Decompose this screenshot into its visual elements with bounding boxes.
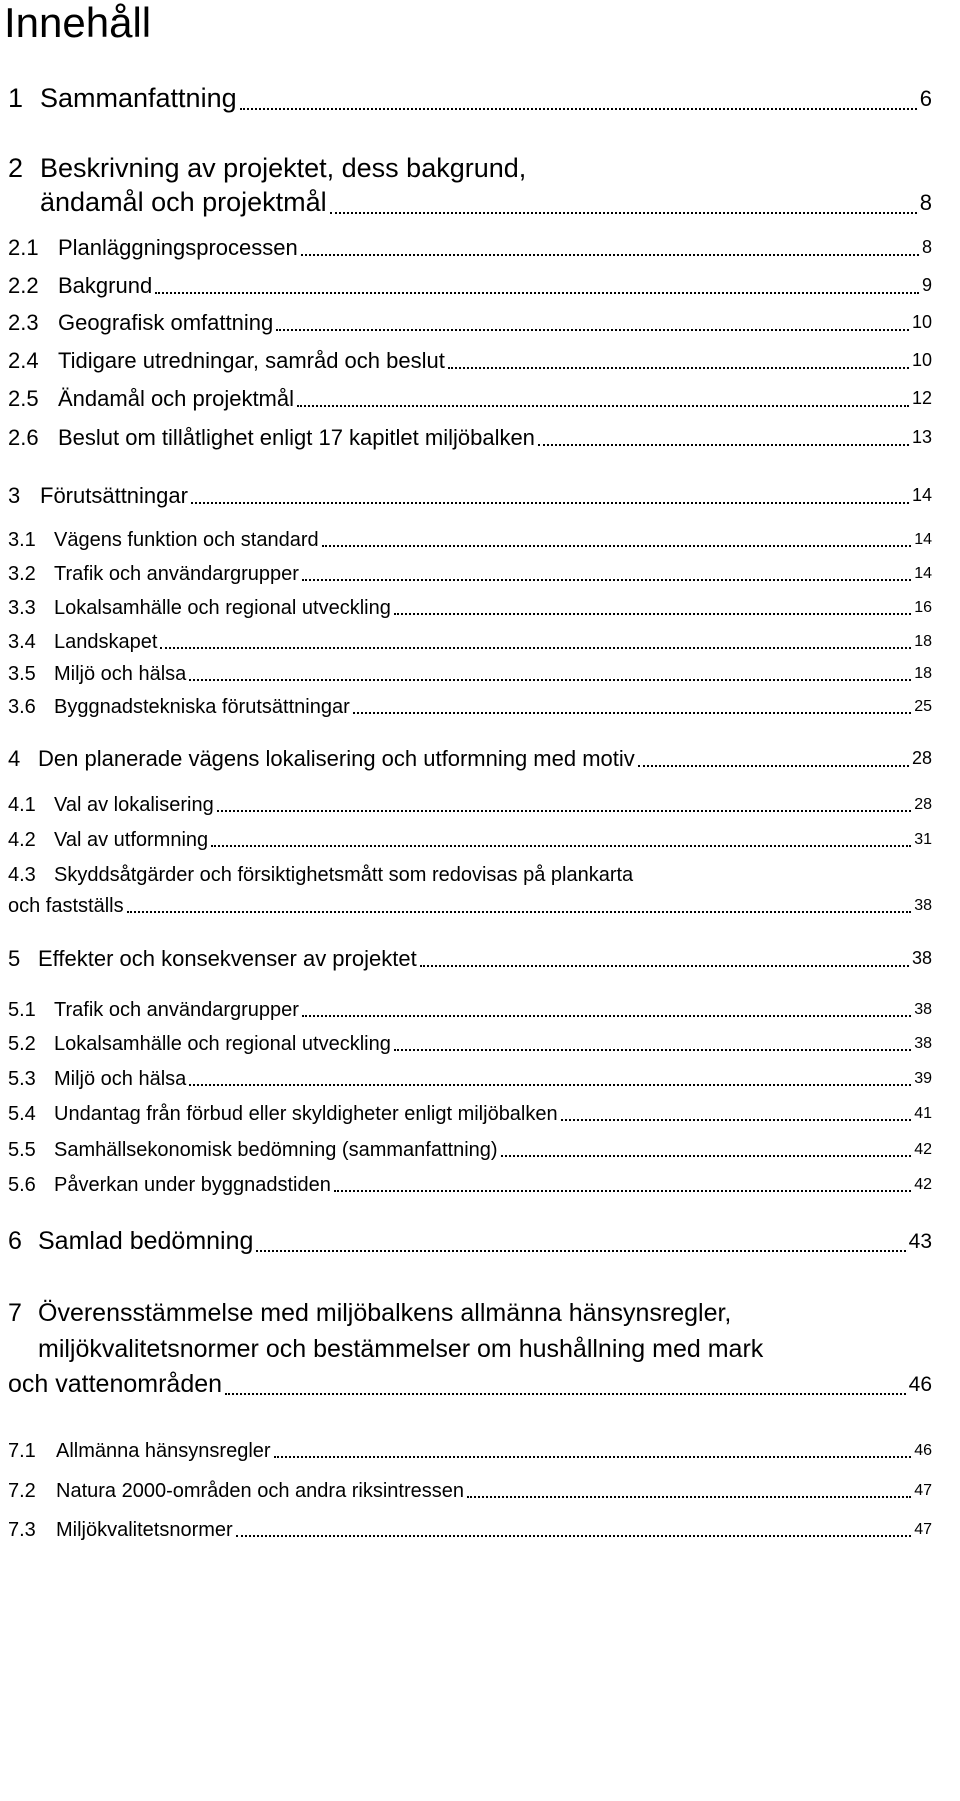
toc-entry-number: 7.3 bbox=[8, 1519, 36, 1541]
dot-leader bbox=[302, 579, 911, 581]
toc-entry-title: Lokalsamhälle och regional utveckling bbox=[54, 1033, 391, 1055]
toc-entry-page: 31 bbox=[914, 831, 932, 848]
toc-entry-title: Ändamål och projektmål bbox=[58, 386, 295, 411]
dot-leader bbox=[394, 613, 911, 615]
toc-entry-page: 46 bbox=[914, 1442, 932, 1459]
dot-leader bbox=[322, 545, 912, 547]
toc-entry-number: 1 bbox=[8, 83, 24, 113]
dot-leader bbox=[638, 765, 909, 767]
toc-entry-title: Beslut om tillåtlighet enligt 17 kapitlet miljöbalken bbox=[58, 425, 535, 450]
dot-leader bbox=[274, 1456, 912, 1458]
toc-entry-page: 46 bbox=[908, 1373, 932, 1396]
toc-entry-number: 4.3 bbox=[8, 864, 36, 886]
toc-entry-title: Geografisk omfattning bbox=[58, 310, 274, 335]
toc-entry-number: 4 bbox=[8, 746, 21, 771]
toc-entry-number: 7.1 bbox=[8, 1440, 36, 1462]
toc-entry-title: Undantag från förbud eller skyldigheter enligt miljöbalken bbox=[54, 1103, 558, 1125]
toc-entry-title: Effekter och konsekvenser av projektet bbox=[38, 946, 417, 971]
toc-entry-number: 7 bbox=[8, 1299, 22, 1327]
toc-entry-number: 3 bbox=[8, 483, 21, 508]
dot-leader bbox=[561, 1119, 912, 1121]
dot-leader bbox=[297, 405, 909, 407]
toc-entry-page: 39 bbox=[914, 1070, 932, 1087]
toc-entry-number: 5 bbox=[8, 946, 21, 971]
dot-leader bbox=[301, 254, 919, 256]
toc-entry-title: Påverkan under byggnadstiden bbox=[54, 1174, 331, 1196]
dot-leader bbox=[155, 292, 919, 294]
toc-entry-title: Landskapet bbox=[54, 631, 158, 653]
toc-entry-number: 2 bbox=[8, 153, 24, 183]
toc-entry-title: Trafik och användargrupper bbox=[54, 563, 299, 585]
toc-entry-page: 47 bbox=[914, 1482, 932, 1499]
toc-entry-title: Val av lokalisering bbox=[54, 794, 214, 816]
toc-entry-page: 12 bbox=[911, 388, 932, 408]
toc-entry-title: Överensstämmelse med miljöbalkens allmänna hänsynsregler, bbox=[38, 1299, 732, 1327]
dot-leader bbox=[330, 212, 917, 214]
toc-entry-page: 25 bbox=[914, 698, 932, 715]
toc-entry-page: 41 bbox=[914, 1105, 932, 1122]
toc-entry-number: 5.5 bbox=[8, 1139, 36, 1161]
dot-leader bbox=[302, 1015, 911, 1017]
toc-entry-page: 8 bbox=[919, 190, 932, 215]
toc-entry-page: 38 bbox=[911, 948, 932, 968]
toc-entry-title: Sammanfattning bbox=[40, 83, 237, 113]
toc-entry-title: Skyddsåtgärder och försiktighetsmått som redovisas på plankarta bbox=[54, 864, 634, 886]
toc-entry-number: 5.4 bbox=[8, 1103, 36, 1125]
toc-entry-title: ändamål och projektmål bbox=[40, 187, 327, 217]
toc-entry-title: Beskrivning av projektet, dess bakgrund, bbox=[40, 153, 527, 183]
dot-leader bbox=[191, 502, 909, 504]
toc-entry-number: 2.6 bbox=[8, 425, 39, 450]
toc-entry-page: 38 bbox=[914, 1001, 932, 1018]
toc-entry-page: 14 bbox=[914, 531, 932, 548]
dot-leader bbox=[256, 1250, 905, 1252]
toc-entry-number: 5.6 bbox=[8, 1174, 36, 1196]
dot-leader bbox=[394, 1049, 911, 1051]
dot-leader bbox=[501, 1155, 912, 1157]
toc-entry-title: Tidigare utredningar, samråd och beslut bbox=[58, 348, 445, 373]
toc-entry-page: 18 bbox=[914, 633, 932, 650]
toc-entry-title: Planläggningsprocessen bbox=[58, 235, 298, 260]
toc-entry-number: 3.2 bbox=[8, 563, 36, 585]
page-title: Innehåll bbox=[4, 0, 152, 46]
toc-entry-page: 8 bbox=[921, 237, 932, 257]
toc-entry-number: 5.1 bbox=[8, 999, 36, 1021]
toc-entry-page: 42 bbox=[914, 1141, 932, 1158]
toc-entry-page: 13 bbox=[911, 427, 932, 447]
toc-entry-title: Samlad bedömning bbox=[38, 1227, 254, 1255]
toc-entry-title: och fastställs bbox=[8, 895, 124, 917]
toc-entry-number: 4.2 bbox=[8, 829, 36, 851]
toc-entry-page: 10 bbox=[911, 350, 932, 370]
toc-entry-page: 28 bbox=[911, 748, 932, 768]
toc-entry-number: 5.2 bbox=[8, 1033, 36, 1055]
toc-entry-title: Den planerade vägens lokalisering och utformning med motiv bbox=[38, 746, 635, 771]
toc-entry-title: miljökvalitetsnormer och bestämmelser om hushållning med mark bbox=[38, 1335, 764, 1363]
toc-entry-number: 6 bbox=[8, 1227, 22, 1255]
dot-leader bbox=[420, 965, 909, 967]
toc-entry-page: 47 bbox=[914, 1521, 932, 1538]
dot-leader bbox=[160, 647, 911, 649]
dot-leader bbox=[225, 1393, 906, 1395]
dot-leader bbox=[467, 1496, 911, 1498]
toc-entry-number: 3.6 bbox=[8, 696, 36, 718]
toc-entry-page: 14 bbox=[914, 565, 932, 582]
toc-entry-page: 28 bbox=[914, 796, 932, 813]
toc-entry-title: Miljökvalitetsnormer bbox=[56, 1519, 233, 1541]
toc-entry-number: 2.5 bbox=[8, 386, 39, 411]
dot-leader bbox=[189, 679, 911, 681]
toc-entry-number: 5.3 bbox=[8, 1068, 36, 1090]
toc-entry-page: 6 bbox=[919, 86, 932, 111]
toc-entry-number: 2.4 bbox=[8, 348, 39, 373]
toc-entry-number: 2.1 bbox=[8, 235, 39, 260]
toc-entry-page: 38 bbox=[914, 1035, 932, 1052]
toc-entry-number: 3.1 bbox=[8, 529, 36, 551]
toc-entry-title: och vattenområden bbox=[8, 1370, 223, 1398]
dot-leader bbox=[217, 810, 911, 812]
toc-entry-title: Vägens funktion och standard bbox=[54, 529, 319, 551]
toc-entry-number: 3.5 bbox=[8, 663, 36, 685]
dot-leader bbox=[236, 1535, 911, 1537]
toc-entry-number: 2.2 bbox=[8, 273, 39, 298]
dot-leader bbox=[211, 845, 911, 847]
toc-entry-title: Miljö och hälsa bbox=[54, 1068, 187, 1090]
toc-entry-title: Lokalsamhälle och regional utveckling bbox=[54, 597, 391, 619]
toc-entry-title: Byggnadstekniska förutsättningar bbox=[54, 696, 350, 718]
toc-entry-title: Bakgrund bbox=[58, 273, 153, 298]
toc-entry-title: Allmänna hänsynsregler bbox=[56, 1440, 271, 1462]
toc-entry-title: Miljö och hälsa bbox=[54, 663, 187, 685]
toc-entry-page: 9 bbox=[921, 275, 932, 295]
dot-leader bbox=[448, 367, 909, 369]
toc-entry-title: Samhällsekonomisk bedömning (sammanfattning) bbox=[54, 1139, 498, 1161]
dot-leader bbox=[240, 108, 917, 110]
toc-entry-title: Trafik och användargrupper bbox=[54, 999, 299, 1021]
toc-entry-page: 38 bbox=[914, 897, 932, 914]
toc-entry-page: 18 bbox=[914, 665, 932, 682]
dot-leader bbox=[276, 329, 909, 331]
toc-entry-page: 14 bbox=[911, 485, 932, 505]
toc-entry-title: Förutsättningar bbox=[40, 483, 188, 508]
toc-entry-page: 43 bbox=[908, 1230, 932, 1253]
dot-leader bbox=[127, 911, 912, 913]
toc-entry-title: Natura 2000-områden och andra riksintressen bbox=[56, 1480, 464, 1502]
toc-entry-number: 4.1 bbox=[8, 794, 36, 816]
dot-leader bbox=[538, 444, 909, 446]
toc-entry-number: 3.3 bbox=[8, 597, 36, 619]
toc-entry-number: 3.4 bbox=[8, 631, 36, 653]
dot-leader bbox=[334, 1190, 911, 1192]
toc-entry-page: 10 bbox=[911, 312, 932, 332]
dot-leader bbox=[353, 712, 911, 714]
toc-entry-page: 42 bbox=[914, 1176, 932, 1193]
toc-entry-number: 2.3 bbox=[8, 310, 39, 335]
toc-entry-title: Val av utformning bbox=[54, 829, 209, 851]
toc-entry-page: 16 bbox=[914, 599, 932, 616]
toc-entry-number: 7.2 bbox=[8, 1480, 36, 1502]
dot-leader bbox=[189, 1084, 911, 1086]
